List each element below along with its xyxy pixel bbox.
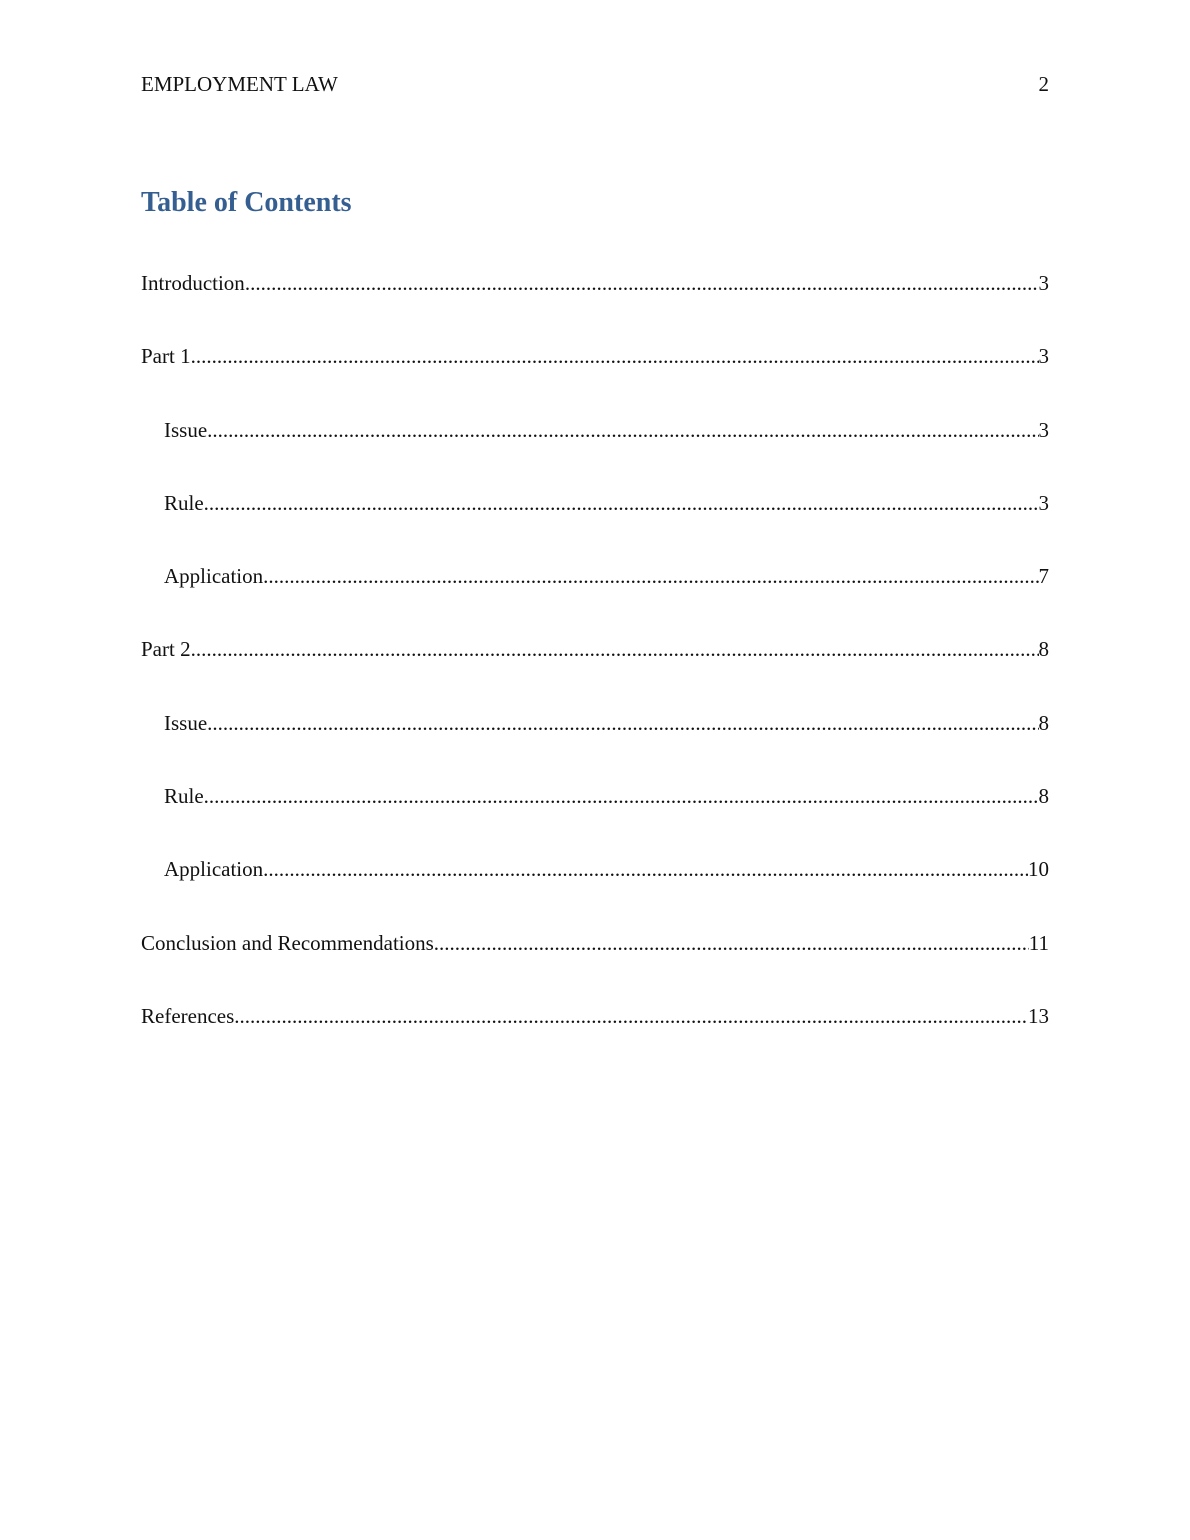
toc-entry-page: 3: [1038, 344, 1049, 369]
toc-entry-part-1[interactable]: [141, 341, 1049, 414]
running-head: EMPLOYMENT LAW: [141, 71, 338, 96]
toc-entry-page: 7: [1038, 564, 1049, 589]
toc-entry-page: 3: [1038, 490, 1049, 515]
toc-entry-label: Application: [164, 857, 264, 882]
toc-title: Table of Contents: [141, 187, 352, 218]
toc-entry-label: Issue: [164, 710, 208, 735]
toc-entry-label: Application: [164, 564, 264, 589]
page-header: [141, 70, 1049, 98]
toc-entry-label: Part 2: [141, 637, 191, 662]
toc-entry-part-2-application[interactable]: [141, 854, 1049, 927]
toc-dot-leader: [263, 854, 1028, 884]
toc-entry-page: 11: [1028, 930, 1049, 955]
toc-entry-part-2-rule[interactable]: [141, 781, 1049, 854]
toc-dot-leader: [434, 928, 1029, 958]
toc-dot-leader: [191, 341, 1039, 371]
page-number: 2: [1038, 71, 1049, 96]
table-of-contents: [141, 268, 1049, 1074]
toc-dot-leader: [245, 268, 1039, 298]
toc-dot-leader: [207, 708, 1038, 738]
toc-entry-part-1-application[interactable]: [141, 561, 1049, 634]
toc-entry-conclusion[interactable]: [141, 928, 1049, 1001]
toc-entry-label: Part 1: [141, 344, 191, 369]
toc-entry-page: 8: [1038, 710, 1049, 735]
toc-entry-part-1-issue[interactable]: [141, 415, 1049, 488]
toc-dot-leader: [204, 781, 1039, 811]
toc-entry-page: 8: [1038, 637, 1049, 662]
toc-dot-leader: [263, 561, 1038, 591]
toc-dot-leader: [207, 415, 1038, 445]
toc-dot-leader: [204, 488, 1039, 518]
toc-entry-introduction[interactable]: [141, 268, 1049, 341]
toc-entry-label: Issue: [164, 417, 208, 442]
toc-entry-label: Rule: [164, 490, 204, 515]
toc-entry-references[interactable]: [141, 1001, 1049, 1074]
toc-entry-label: Introduction: [141, 271, 245, 295]
toc-entry-label: References: [141, 1003, 235, 1028]
toc-dot-leader: [234, 1001, 1028, 1031]
toc-entry-label: Conclusion and Recommendations: [141, 930, 434, 955]
toc-entry-page: 3: [1038, 271, 1049, 295]
toc-entry-part-1-rule[interactable]: [141, 488, 1049, 561]
toc-entry-page: 10: [1028, 857, 1049, 882]
toc-entry-part-2[interactable]: [141, 634, 1049, 707]
toc-entry-page: 3: [1038, 417, 1049, 442]
toc-entry-page: 8: [1038, 784, 1049, 809]
toc-entry-label: Rule: [164, 784, 204, 809]
toc-entry-page: 13: [1028, 1003, 1049, 1028]
toc-dot-leader: [191, 634, 1039, 664]
toc-entry-part-2-issue[interactable]: [141, 708, 1049, 781]
